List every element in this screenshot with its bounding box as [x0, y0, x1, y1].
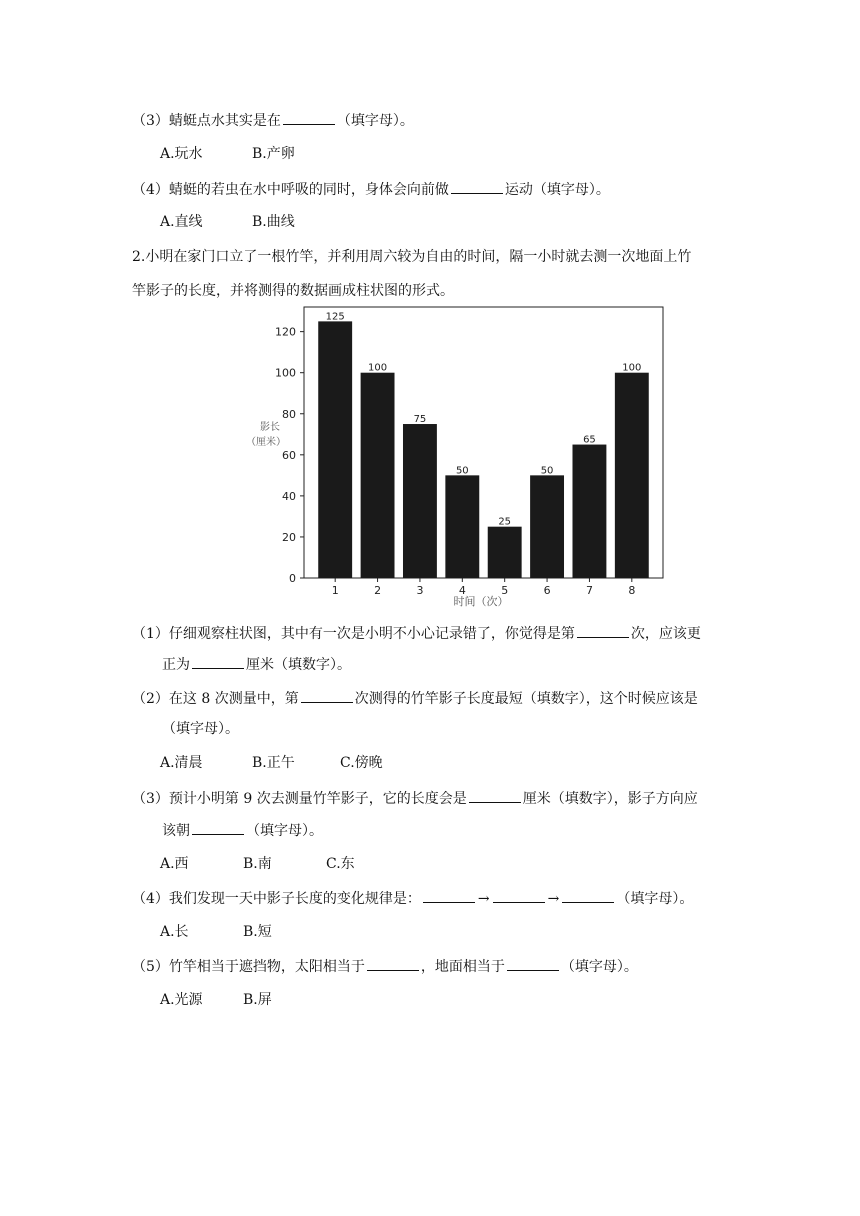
y-tick-label-120: 120 [275, 325, 296, 339]
bar-6 [530, 475, 564, 578]
option-a: A.光源 [160, 992, 203, 1008]
answer-blank[interactable] [192, 820, 244, 835]
sub-question-3-line2 [162, 820, 323, 841]
sub-question-2-text-2: 次测得的竹竿影子长度最短（填数字），这个时候应该是 [354, 691, 698, 707]
question-4-text: （4）蜻蜓的若虫在水中呼吸的同时，身体会向前做 [132, 182, 449, 198]
sub-question-1-text-2: 次，应该更 [630, 626, 701, 642]
option-b: B.屏 [243, 992, 272, 1008]
sub-question-4-text-2: （填字母）。 [616, 891, 694, 907]
y-tick-label-0: 0 [289, 572, 296, 585]
y-tick-label-60: 60 [282, 448, 296, 462]
sub-question-3-text-2: 厘米（填数字），影子方向应 [522, 791, 698, 807]
data-label-3: 75 [413, 414, 427, 426]
option-b: B.正午 [252, 755, 295, 771]
data-label-2: 100 [368, 362, 388, 374]
answer-blank[interactable] [283, 110, 335, 125]
option-c: C.傍晚 [340, 755, 383, 771]
y-axis-label-line2: （厘米） [246, 437, 286, 448]
bar-1 [318, 321, 352, 578]
data-label-6: 50 [540, 465, 554, 477]
x-tick-label-5: 5 [501, 584, 509, 597]
x-tick-label-3: 3 [416, 584, 424, 597]
option-b: B.产卵 [252, 146, 295, 162]
sub-question-4 [132, 888, 693, 909]
x-tick-label-1: 1 [331, 584, 339, 597]
answer-blank[interactable] [507, 956, 559, 971]
sub-question-2-line2: （填字母）。 [162, 721, 239, 737]
sub-question-3-text-3: 该朝 [162, 823, 190, 839]
question-4 [132, 179, 610, 200]
x-tick-label-6: 6 [543, 584, 551, 597]
answer-blank[interactable] [577, 623, 629, 638]
data-label-7: 65 [583, 434, 596, 446]
sub-question-1-line2 [162, 654, 351, 675]
answer-blank[interactable] [367, 956, 419, 971]
sub-question-5-text-3: （填字母）。 [560, 959, 638, 975]
plot-frame [304, 307, 663, 578]
answer-blank[interactable] [423, 888, 475, 903]
question-3-text: （3）蜻蜓点水其实是在 [132, 113, 281, 129]
option-b: B.短 [243, 924, 272, 940]
option-a: A.西 [160, 856, 189, 872]
sub-question-3 [132, 788, 698, 809]
sub-question-1 [132, 623, 701, 644]
y-tick-label-80: 80 [282, 407, 296, 421]
problem-2-intro-line1: 2.小明在家门口立了一根竹竿，并利用周六较为自由的时间，隔一小时就去测一次地面上竹 [132, 249, 692, 265]
problem-2-intro-line2: 竿影子的长度，并将测得的数据画成柱状图的形式。 [132, 283, 454, 299]
bar-2 [361, 373, 395, 578]
data-label-1: 125 [325, 311, 345, 323]
y-axis-label-line1: 影长 [260, 422, 280, 433]
option-b: B.南 [243, 856, 272, 872]
x-tick-label-4: 4 [458, 584, 466, 597]
sub-question-4-text: （4）我们发现一天中影子长度的变化规律是： [132, 891, 421, 907]
bars-group [318, 311, 649, 578]
sub-question-2 [132, 688, 698, 709]
question-3-suffix: （填字母）。 [336, 113, 414, 129]
sub-question-3-text: （3）预计小明第 9 次去测量竹竿影子，它的长度会是 [132, 791, 467, 807]
bar-3 [403, 424, 437, 578]
arrow-icon: → [547, 891, 560, 907]
sub-question-5-text: （5）竹竿相当于遮挡物，太阳相当于 [132, 959, 365, 975]
answer-blank[interactable] [192, 654, 244, 669]
bar-8 [615, 373, 649, 578]
bar-5 [488, 527, 522, 578]
sub-question-2-text: （2）在这 8 次测量中，第 [132, 691, 299, 707]
sub-question-1-text-3: 正为 [162, 657, 190, 673]
option-a: A.直线 [160, 214, 203, 230]
sub-question-1-text: （1）仔细观察柱状图，其中有一次是小明不小心记录错了，你觉得是第 [132, 626, 575, 642]
data-label-4: 50 [455, 465, 469, 477]
arrow-icon: → [477, 891, 490, 907]
option-a: A.清晨 [160, 755, 203, 771]
question-3 [132, 110, 414, 131]
answer-blank[interactable] [301, 688, 353, 703]
sub-question-5-text-2: ，地面相当于 [420, 959, 505, 975]
x-tick-label-7: 7 [585, 584, 593, 597]
answer-blank[interactable] [562, 888, 614, 903]
shadow-length-bar-chart [240, 304, 676, 610]
question-4-suffix: 运动（填字母）。 [504, 182, 610, 198]
option-a: A.玩水 [160, 146, 203, 162]
data-label-5: 25 [498, 516, 512, 528]
y-tick-label-100: 100 [275, 366, 296, 380]
y-tick-label-40: 40 [282, 489, 296, 503]
y-tick-label-20: 20 [282, 530, 296, 544]
option-a: A.长 [160, 924, 189, 940]
option-b: B.曲线 [252, 214, 295, 230]
sub-question-5 [132, 956, 638, 977]
bar-4 [445, 475, 479, 578]
answer-blank[interactable] [451, 179, 503, 194]
data-label-8: 100 [622, 362, 642, 374]
x-tick-label-2: 2 [374, 584, 382, 597]
x-axis-label: 时间（次） [453, 595, 509, 608]
answer-blank[interactable] [469, 788, 521, 803]
x-tick-label-8: 8 [628, 584, 636, 597]
answer-blank[interactable] [493, 888, 545, 903]
option-c: C.东 [326, 856, 355, 872]
sub-question-3-text-4: （填字母）。 [246, 823, 323, 839]
sub-question-1-text-4: 厘米（填数字）。 [246, 657, 351, 673]
bar-7 [572, 445, 606, 578]
